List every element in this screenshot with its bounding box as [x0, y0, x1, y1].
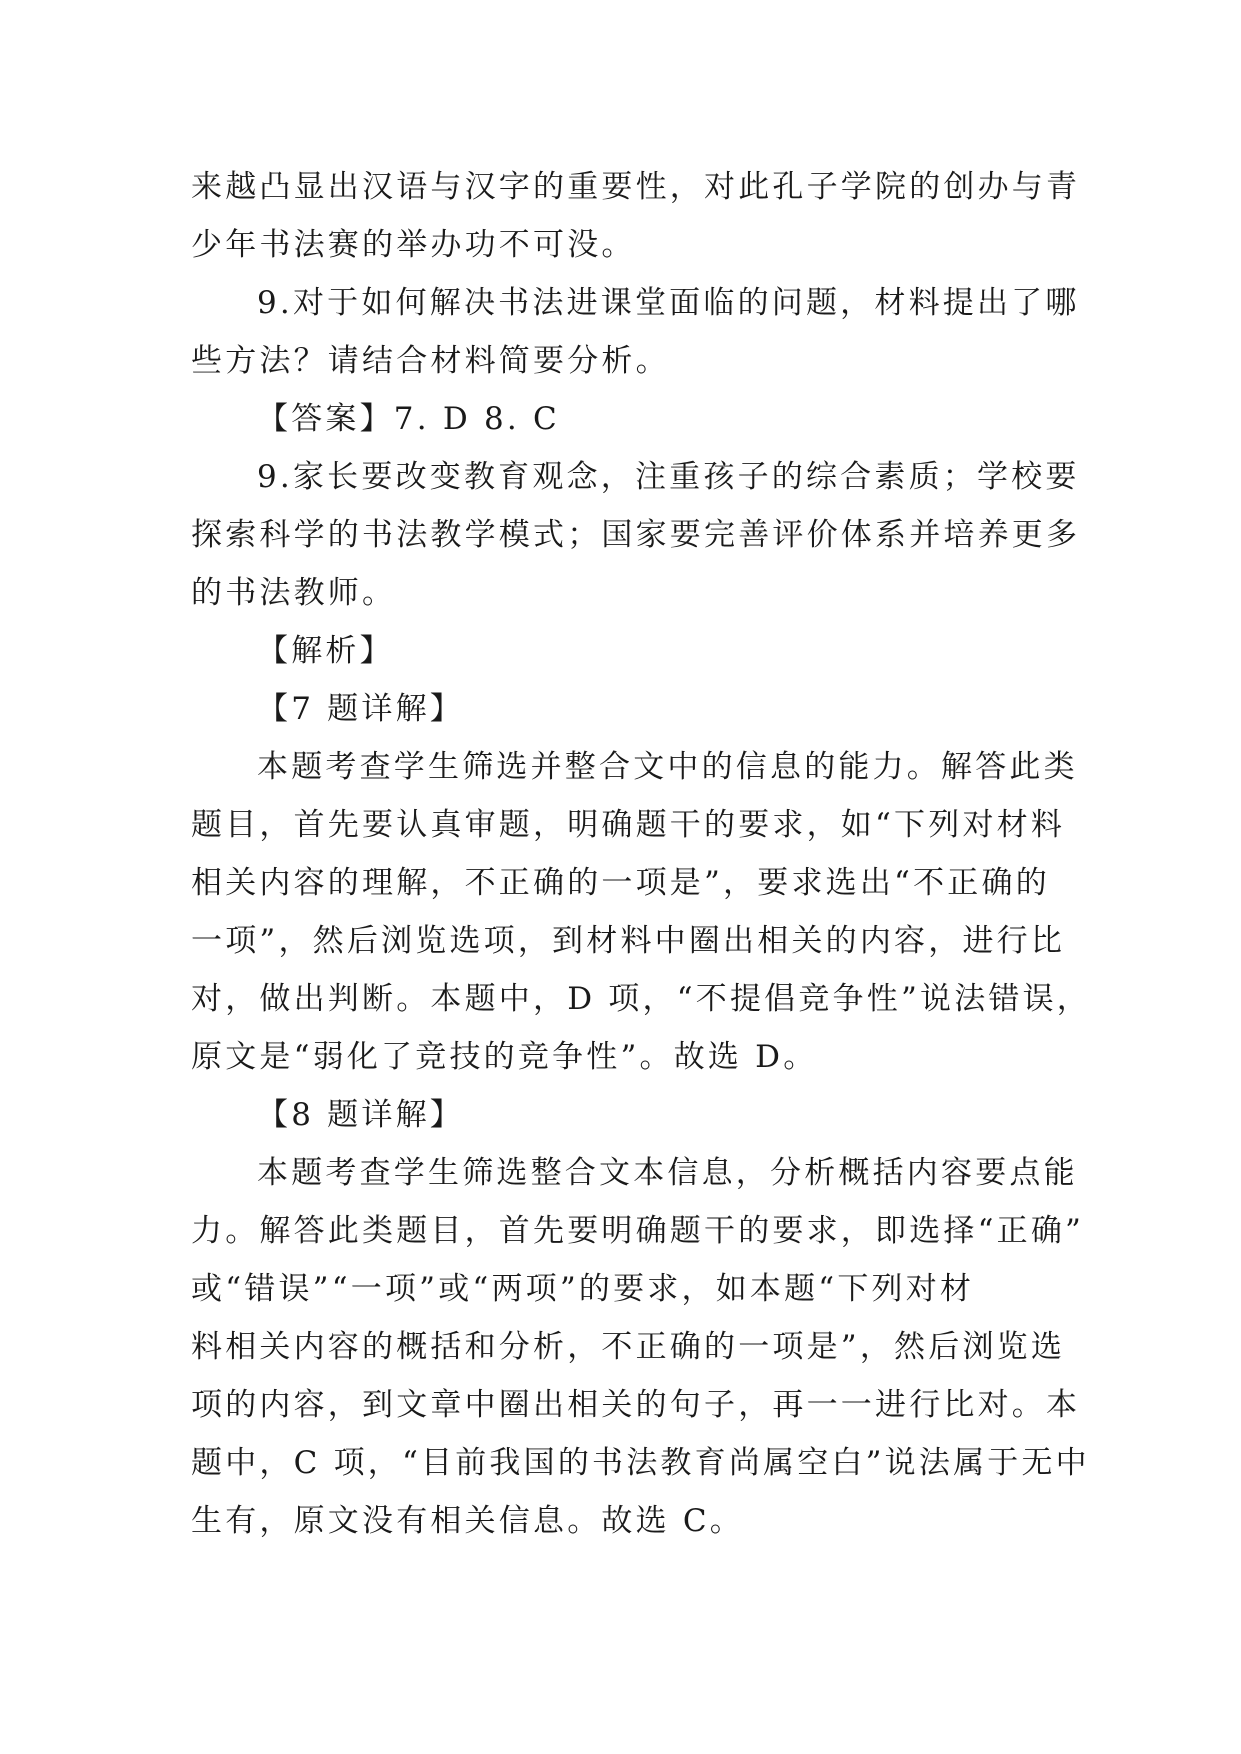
- answer-heading: 【答案】7. D 8. C: [257, 401, 560, 437]
- text-line: 或“错误”“一项”或“两项”的要求，如本题“下列对材: [191, 1271, 975, 1307]
- question-9: 9.对于如何解决书法进课堂面临的问题，材料提出了哪: [257, 285, 1080, 321]
- text-line: 项的内容，到文章中圈出相关的句子，再一一进行比对。本: [191, 1387, 1081, 1423]
- q7-detail-paragraph: 本题考查学生筛选并整合文中的信息的能力。解答此类: [257, 749, 1078, 785]
- text-line: 题目，首先要认真审题，明确题干的要求，如“下列对材料: [191, 807, 1066, 843]
- text-line: 原文是“弱化了竞技的竞争性”。故选 D。: [191, 1039, 818, 1075]
- text-line: 一项”，然后浏览选项，到材料中圈出相关的内容，进行比: [191, 923, 1066, 959]
- text-line: 力。解答此类题目，首先要明确题干的要求，即选择“正确”: [191, 1213, 1085, 1249]
- text-line: 少年书法赛的举办功不可没。: [191, 227, 636, 263]
- text-line: 对，做出判断。本题中，D 项，“不提倡竞争性”说法错误，: [191, 981, 1092, 1017]
- text-line: 探索科学的书法教学模式；国家要完善评价体系并培养更多: [191, 517, 1081, 553]
- analysis-heading: 【解析】: [257, 633, 394, 669]
- q8-detail-heading: 【8 题详解】: [257, 1097, 464, 1133]
- text-line: 来越凸显出汉语与汉字的重要性，对此孔子学院的创办与青: [191, 169, 1081, 205]
- text-line: 的书法教师。: [191, 575, 397, 611]
- q8-detail-paragraph: 本题考查学生筛选整合文本信息，分析概括内容要点能: [257, 1155, 1078, 1191]
- text-line: 料相关内容的概括和分析，不正确的一项是”，然后浏览选: [191, 1329, 1066, 1365]
- text-line: 相关内容的理解，不正确的一项是”，要求选出“不正确的: [191, 865, 1050, 901]
- text-line: 题中，C 项，“目前我国的书法教育尚属空白”说法属于无中: [191, 1445, 1090, 1481]
- document-body: [191, 158, 1092, 1550]
- q7-detail-heading: 【7 题详解】: [257, 691, 464, 727]
- answer-9: 9.家长要改变教育观念，注重孩子的综合素质；学校要: [257, 459, 1080, 495]
- text-line: 些方法？请结合材料简要分析。: [191, 343, 670, 379]
- text-line: 生有，原文没有相关信息。故选 C。: [191, 1503, 744, 1539]
